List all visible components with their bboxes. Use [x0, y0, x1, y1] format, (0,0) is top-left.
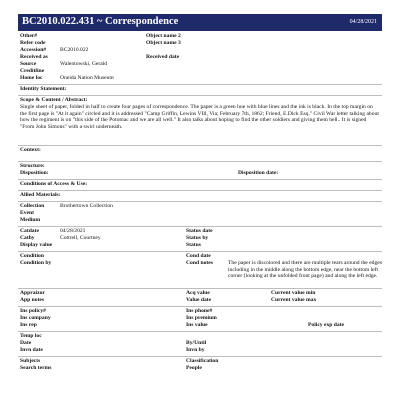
spacer [18, 130, 382, 143]
identity-statement-label: Identity Statement: [20, 86, 67, 92]
object-name3-label: Object name 3 [146, 40, 181, 46]
catdate-label: Catdate [20, 228, 39, 235]
current-value-max-label: Current value max [271, 297, 317, 304]
home-loc-value: Oneida Nation Museum [60, 75, 114, 81]
display-value-label: Display value [20, 242, 53, 249]
context-label: Context: [20, 147, 41, 154]
accession-label: Accession# [20, 47, 47, 53]
condition-notes-block [18, 260, 382, 286]
row-app-notes [18, 297, 382, 304]
status-by-label: Status by [186, 235, 209, 242]
object-name2-label: Object name 2 [146, 33, 181, 39]
event-label: Event [20, 210, 34, 217]
divider [18, 288, 382, 289]
row-other [18, 33, 382, 40]
divider [18, 331, 382, 332]
row-search-terms [18, 365, 382, 372]
disposition-label: Disposition: [20, 170, 49, 177]
divider [18, 95, 382, 96]
row-received [18, 54, 382, 61]
by-until-label: By/Until [186, 340, 207, 347]
invn-by-label: Invn by [186, 347, 205, 354]
ins-phone-label: Ins phone# [186, 308, 213, 315]
divider [18, 161, 382, 162]
row-structure [18, 163, 382, 170]
row-invn-date [18, 347, 382, 354]
collection-label: Collection [20, 203, 45, 210]
divider [18, 179, 382, 180]
invn-date-label: Invn date [20, 347, 43, 354]
current-value-min-label: Current value min [271, 290, 316, 297]
row-creditline [18, 68, 382, 75]
received-date-label: Received date [146, 54, 180, 60]
medium-label: Medium [20, 217, 41, 224]
divider [18, 145, 382, 146]
record-sheet [18, 33, 382, 372]
allied-label: Allied Materials: [20, 192, 61, 199]
divider [18, 201, 382, 202]
condition-label: Condition [20, 253, 44, 260]
row-catby [18, 235, 382, 242]
row-appraizor [18, 290, 382, 297]
row-catdate [18, 228, 382, 235]
cond-notes-text: The paper is discolored and there are multiple tears around the edges including in the middle along the bottom edge, near the bottom left corner (looking at the unfolded front page) and along the left edge. [228, 260, 382, 279]
scope-label: Scope & Content / Abstract: [20, 97, 88, 103]
refer-label: Refer code [20, 40, 46, 46]
row-disposition [18, 170, 382, 177]
row-date [18, 340, 382, 347]
row-refer [18, 40, 382, 47]
received-as-label: Received as [20, 54, 48, 60]
divider [18, 190, 382, 191]
spacer [18, 154, 382, 159]
subjects-label: Subjects [20, 358, 41, 365]
cond-notes-label: Cond notes [186, 260, 213, 267]
row-home-loc [18, 75, 382, 82]
source-value: Walentowski, Gerald [60, 61, 108, 67]
app-notes-label: App notes [20, 297, 45, 304]
cond-date-label: Cond date [186, 253, 211, 260]
people-label: People [186, 365, 202, 372]
policy-exp-date-label: Policy exp date [308, 322, 345, 329]
row-ins-policy [18, 308, 382, 315]
acq-value-label: Acq value [186, 290, 210, 297]
catby-label: Catby [20, 235, 35, 242]
record-date: 04/28/2021 [349, 19, 377, 25]
row-ins-company [18, 315, 382, 322]
row-temp-loc [18, 333, 382, 340]
status-date-label: Status date [186, 228, 213, 235]
conditions-label: Conditions of Access & Use: [20, 181, 88, 188]
divider [18, 226, 382, 227]
row-condition [18, 253, 382, 260]
row-source [18, 61, 382, 68]
creditline-label: Creditline [20, 68, 45, 74]
condition-by-label: Condition by [20, 260, 52, 267]
collection-value: Brothertown Collection [60, 203, 113, 210]
temp-loc-label: Temp loc [20, 333, 42, 340]
appraizor-label: Appraizor [20, 290, 45, 297]
status-label: Status [186, 242, 201, 249]
source-label: Source [20, 61, 37, 67]
divider [18, 306, 382, 307]
disposition-date-label: Disposition date: [238, 170, 279, 177]
row-event [18, 210, 382, 217]
divider [18, 84, 382, 85]
row-subjects [18, 358, 382, 365]
ins-rep-label: Ins rep [20, 322, 37, 329]
ins-value-label: Ins value [186, 322, 208, 329]
ins-policy-label: Ins policy# [20, 308, 46, 315]
catby-value: Cottrell, Courtney [60, 235, 101, 242]
catdate-value: 04/28/2021 [60, 228, 86, 235]
home-loc-label: Home loc [20, 75, 43, 81]
value-date-label: Value date [186, 297, 212, 304]
scope-text: Single sheet of paper, folded in half to create four pages of correspondence. The paper is a green hue with blue lines and the ink is black. In the top margin on the first page is "At it again" circled and it is addressed "Camp Griffin, Lewins VIll, Via; February 7th, 1862; Friend, E.Dick Esq." Civil War letter talking about how the regiment is on "this side of the Potomac and we are all well." It also talks about hoping to find the other soldiers and giving them hell.. It is signed "From John Simons" with a swirl underneath. [20, 104, 379, 130]
record-header [18, 14, 382, 31]
ins-premium-label: Ins premium [186, 315, 217, 322]
divider [18, 251, 382, 252]
structure-label: Structure: [20, 163, 45, 170]
row-accession [18, 47, 382, 54]
row-collection [18, 203, 382, 210]
accession-value: BC2010.022 [60, 47, 89, 53]
record-title: BC2010.022.431 ~ Correspondence [22, 16, 179, 27]
row-ins-rep [18, 322, 382, 329]
other-label: Other# [20, 33, 38, 39]
row-display [18, 242, 382, 249]
row-medium [18, 217, 382, 224]
ins-company-label: Ins company [20, 315, 51, 322]
classification-label: Classification [186, 358, 219, 365]
search-terms-label: Search terms [20, 365, 52, 372]
date-label: Date [20, 340, 32, 347]
divider [18, 356, 382, 357]
